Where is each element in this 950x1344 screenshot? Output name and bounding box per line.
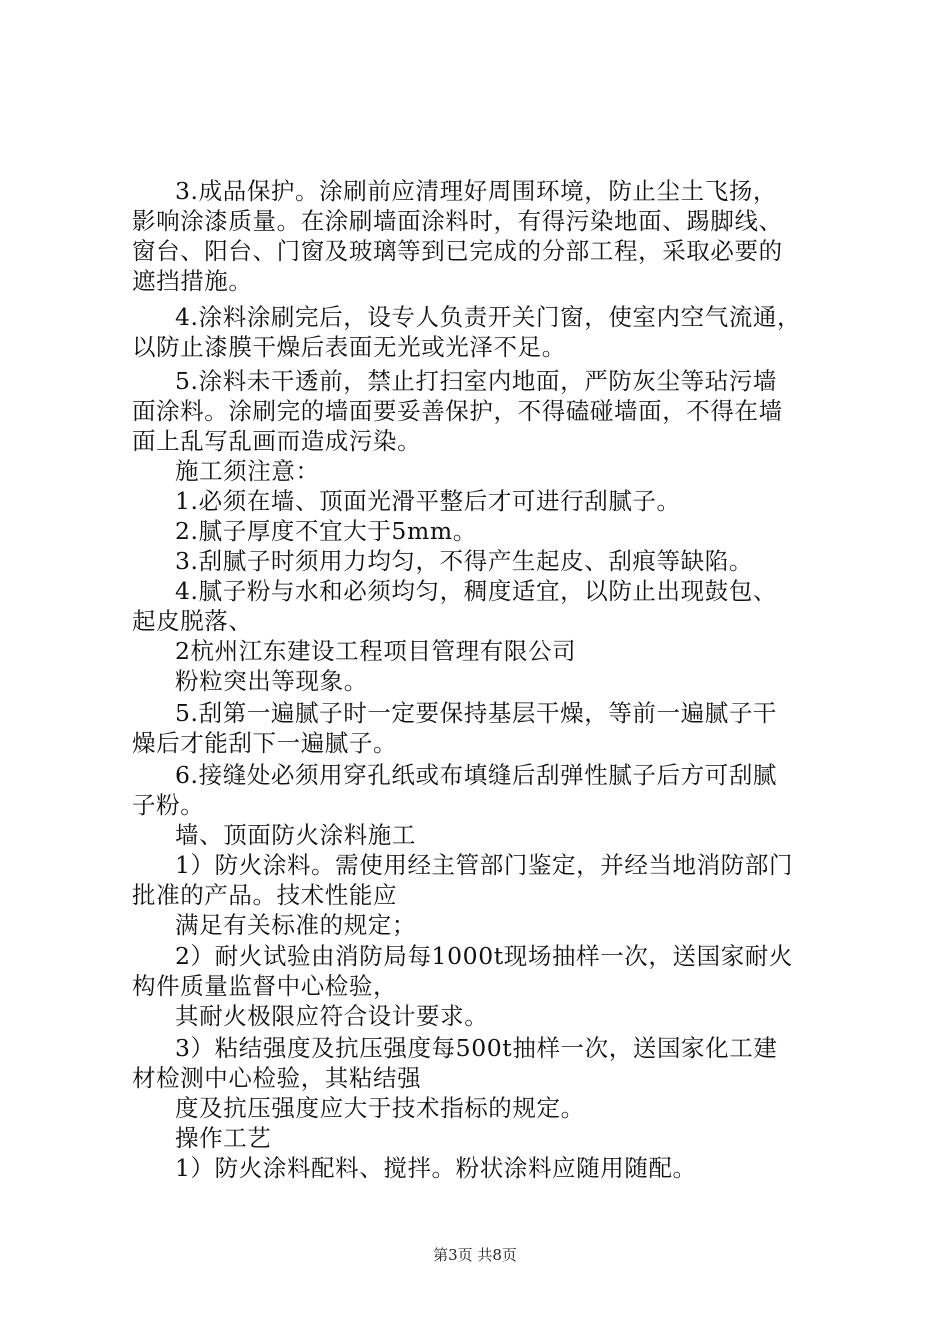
paragraph-line: 遮挡措施。 bbox=[132, 267, 253, 295]
paragraph-line: 窗台、阳台、门窗及玻璃等到已完成的分部工程，采取必要的 bbox=[132, 237, 783, 265]
section-heading: 操作工艺 bbox=[175, 1124, 272, 1152]
section-heading: 施工须注意： bbox=[175, 457, 320, 485]
company-line: 2杭州江东建设工程项目管理有限公司 bbox=[175, 637, 577, 665]
page-footer: 第3页 共8页 bbox=[433, 1246, 517, 1264]
paragraph-line: 子粉。 bbox=[132, 791, 205, 819]
paragraph-line: 粉粒突出等现象。 bbox=[175, 667, 368, 695]
paragraph-line: 其耐火极限应符合设计要求。 bbox=[175, 1002, 489, 1030]
paragraph-line: 以防止漆膜干燥后表面无光或光泽不足。 bbox=[132, 333, 566, 361]
paragraph-line: 度及抗压强度应大于技术指标的规定。 bbox=[175, 1094, 585, 1122]
paragraph-line: 影响涂漆质量。在涂刷墙面涂料时，有得污染地面、踢脚线、 bbox=[132, 207, 783, 235]
paragraph-line: 4.涂料涂刷完后，设专人负责开关门窗，使室内空气流通， bbox=[175, 303, 802, 331]
paragraph-line: 4.腻子粉与水和必须均匀，稠度适宜，以防止出现鼓包、 bbox=[175, 577, 778, 605]
paragraph-line: 1）防火涂料。需使用经主管部门鉴定，并经当地消防部门 bbox=[175, 851, 794, 879]
paragraph-line: 材检测中心检验，其粘结强 bbox=[132, 1064, 422, 1092]
paragraph-line: 燥后才能刮下一遍腻子。 bbox=[132, 729, 398, 757]
paragraph-line: 5.刮第一遍腻子时一定要保持基层干燥，等前一遍腻子干 bbox=[175, 699, 778, 727]
paragraph-line: 5.涂料未干透前，禁止打扫室内地面，严防灰尘等玷污墙 bbox=[175, 367, 778, 395]
paragraph-line: 构件质量监督中心检验， bbox=[132, 972, 398, 1000]
paragraph-line: 起皮脱落、 bbox=[132, 607, 253, 635]
paragraph-line: 批准的产品。技术性能应 bbox=[132, 881, 398, 909]
paragraph-line: 2）耐火试验由消防局每1000t现场抽样一次，送国家耐火 bbox=[175, 942, 793, 970]
paragraph-line: 3.刮腻子时须用力均匀，不得产生起皮、刮痕等缺陷。 bbox=[175, 547, 753, 575]
section-heading: 墙、顶面防火涂料施工 bbox=[175, 821, 416, 849]
paragraph-line: 1）防火涂料配料、搅拌。粉状涂料应随用随配。 bbox=[175, 1154, 697, 1182]
paragraph-line: 3）粘结强度及抗压强度每500t抽样一次，送国家化工建 bbox=[175, 1034, 778, 1062]
paragraph-line: 3.成品保护。涂刷前应清理好周围环境，防止尘土飞扬， bbox=[175, 177, 778, 205]
paragraph-line: 面涂料。涂刷完的墙面要妥善保护，不得磕碰墙面，不得在墙 bbox=[132, 397, 783, 425]
paragraph-line: 6.接缝处必须用穿孔纸或布填缝后刮弹性腻子后方可刮腻 bbox=[175, 761, 778, 789]
paragraph-line: 1.必须在墙、顶面光滑平整后才可进行刮腻子。 bbox=[175, 487, 681, 515]
paragraph-line: 2.腻子厚度不宜大于5mm。 bbox=[175, 517, 477, 545]
paragraph-line: 面上乱写乱画而造成污染。 bbox=[132, 427, 422, 455]
paragraph-line: 满足有关标准的规定； bbox=[175, 911, 416, 939]
